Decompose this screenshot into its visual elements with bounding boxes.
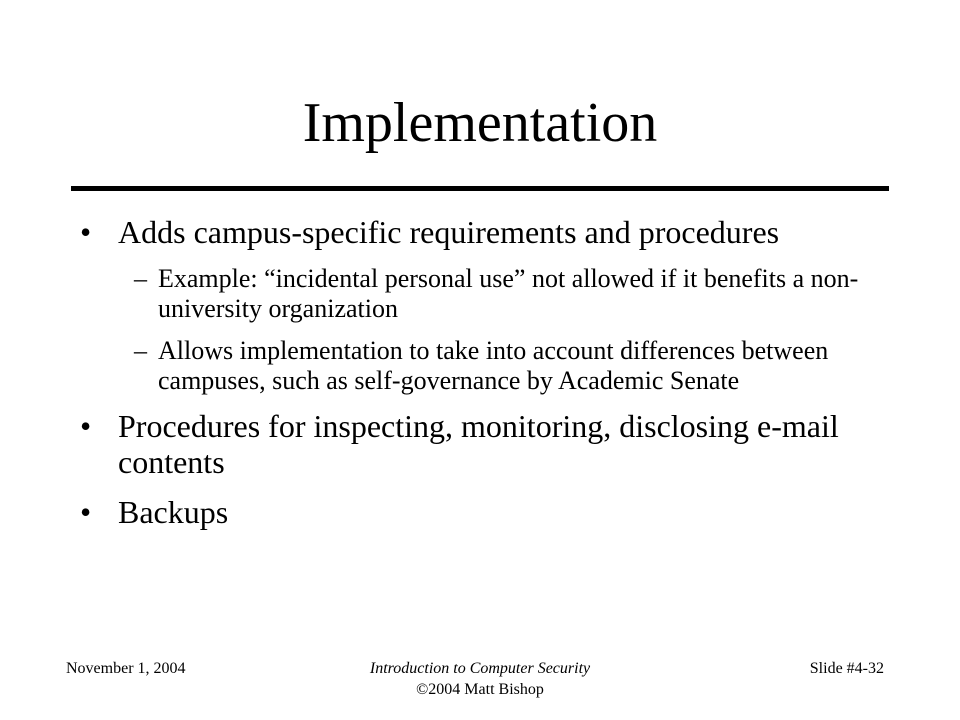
footer-slide-number: Slide #4-32 (809, 660, 884, 677)
bullet-text: Backups (118, 494, 229, 530)
title-divider (71, 186, 889, 191)
footer-course-title: Introduction to Computer Security (369, 660, 591, 677)
slide-title: Implementation (302, 92, 658, 154)
bullet-item (80, 494, 890, 530)
bullet-item (80, 408, 890, 480)
sub-bullet-item (80, 336, 890, 396)
sub-bullet-marker: – (134, 336, 147, 365)
sub-bullet-list (80, 264, 890, 396)
footer-copyright: ©2004 Matt Bishop (416, 681, 544, 698)
bullet-text: Adds campus-specific requirements and procedures (118, 214, 780, 250)
bullet-list (80, 214, 890, 544)
sub-bullet-text: Allows implementation to take into account differences between campuses, such as self-governance by Academic Senate (158, 336, 829, 395)
bullet-marker: • (80, 494, 92, 530)
bullet-text: Procedures for inspecting, monitoring, disclosing e-mail contents (118, 408, 839, 480)
sub-bullet-text: Example: “incidental personal use” not allowed if it benefits a non-university organization (158, 264, 859, 323)
bullet-item (80, 214, 890, 250)
sub-bullet-marker: – (134, 264, 147, 293)
footer-date: November 1, 2004 (66, 660, 186, 677)
bullet-marker: • (80, 408, 92, 444)
sub-bullet-item (80, 264, 890, 324)
bullet-marker: • (80, 214, 92, 250)
